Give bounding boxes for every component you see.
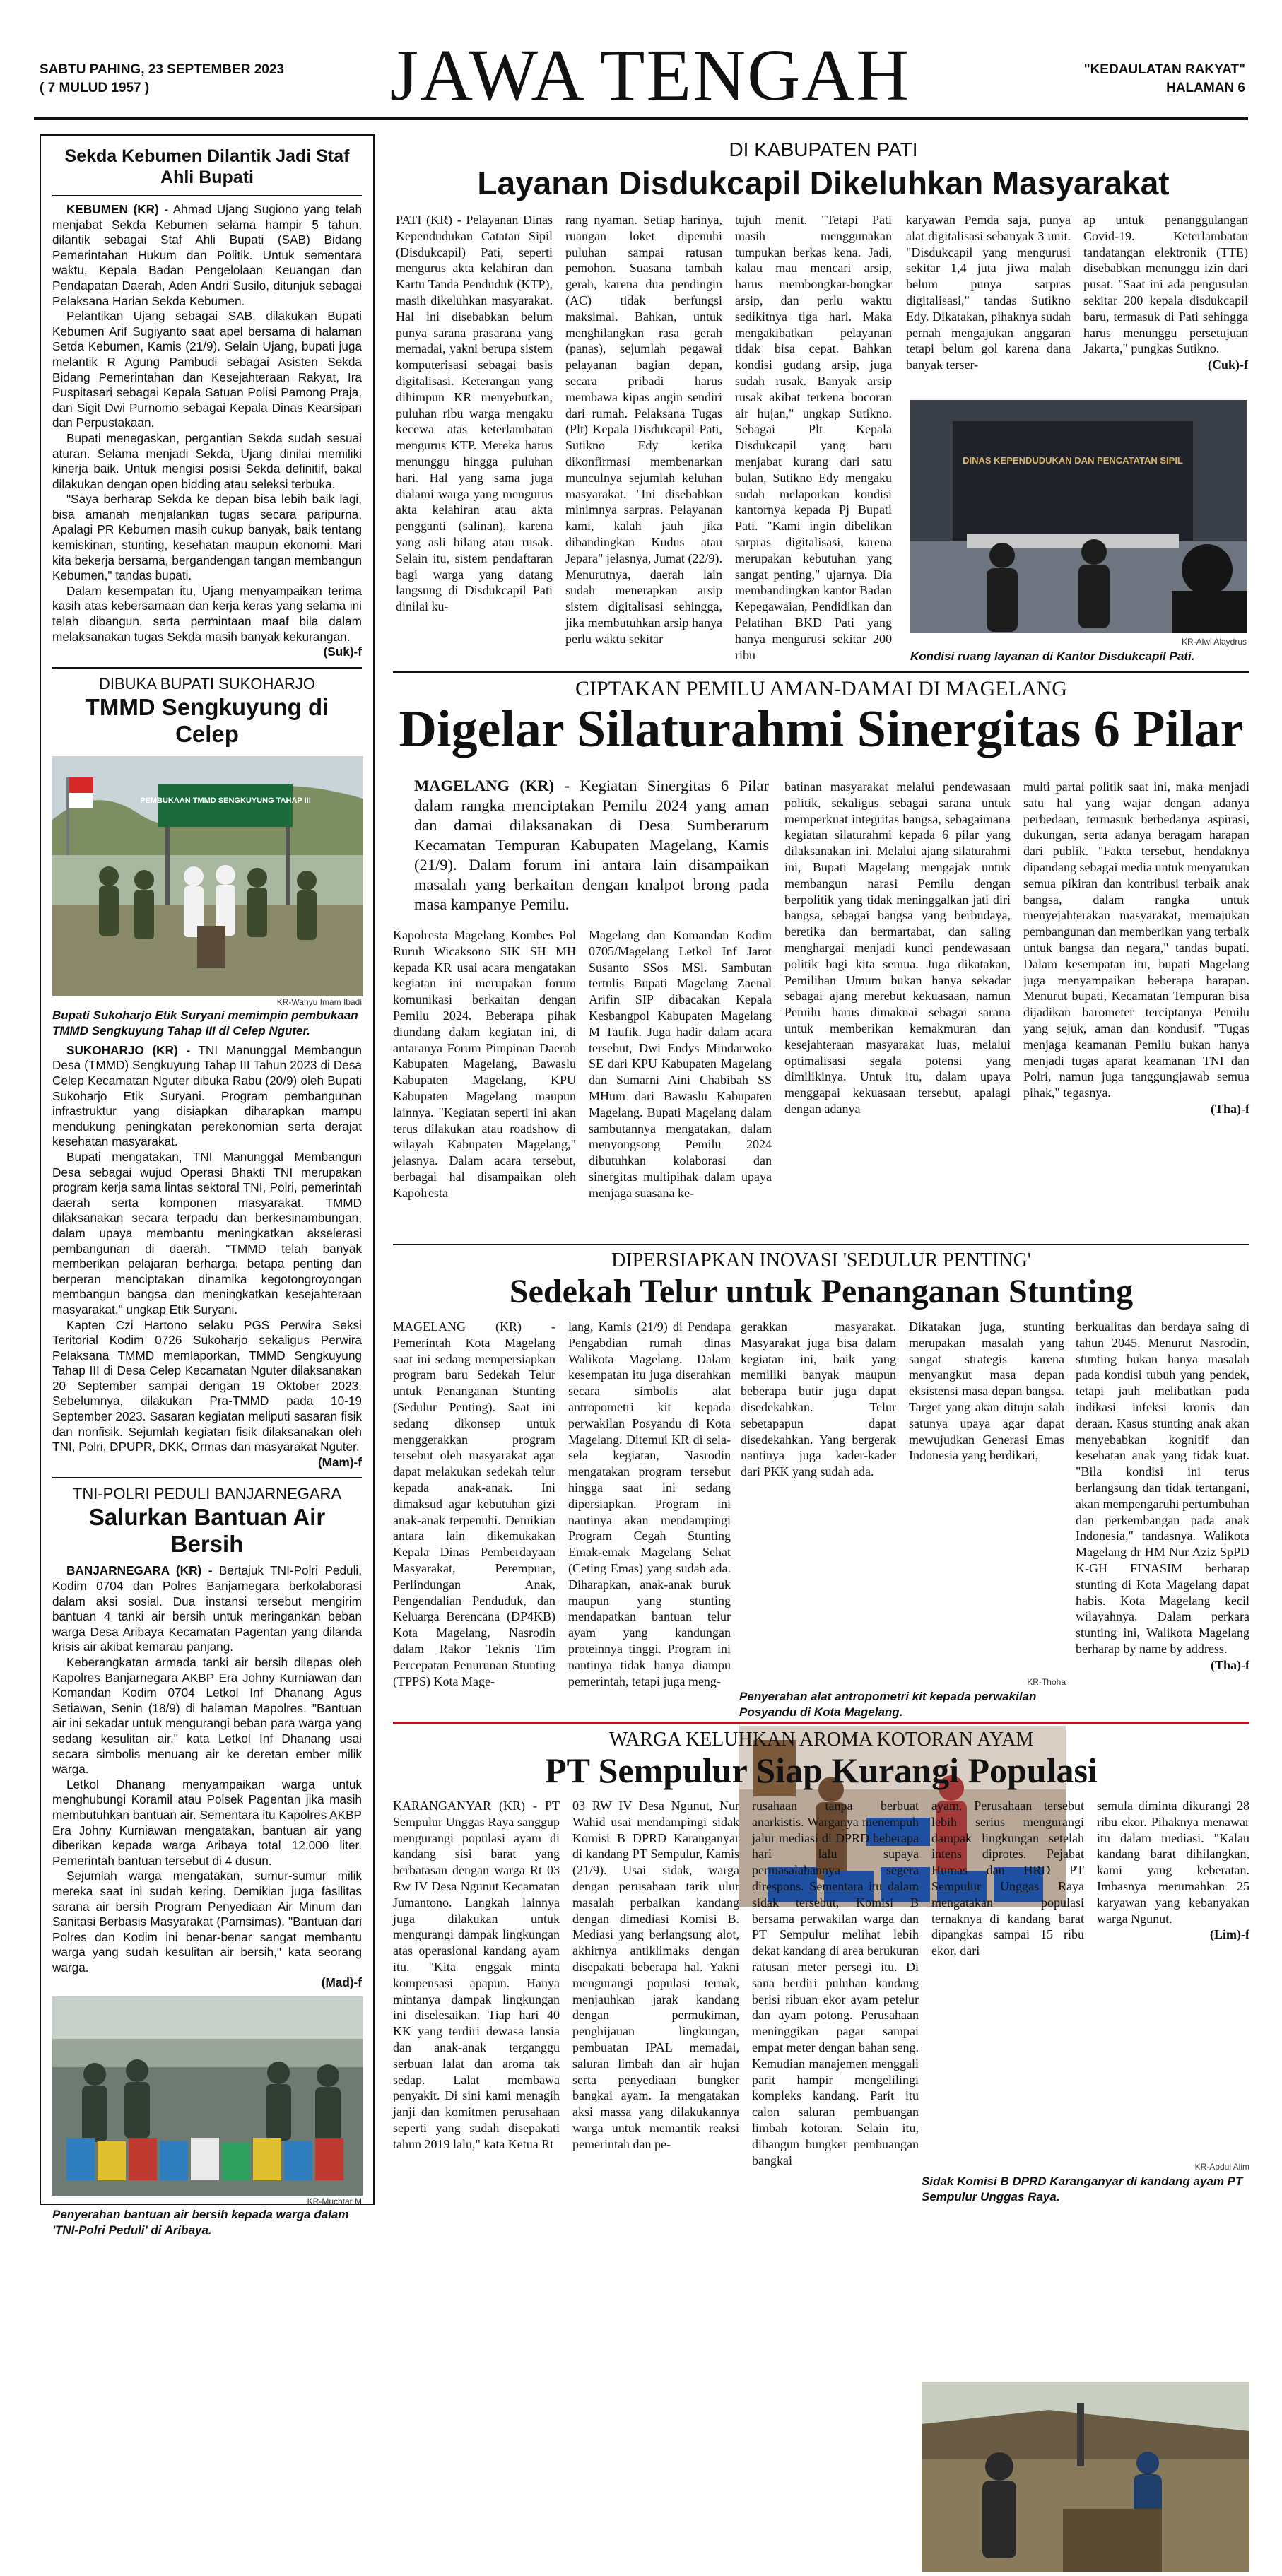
divider xyxy=(52,1477,362,1478)
text-column: MAGELANG (KR) - Pemerintah Kota Magelang saat ini sedang mempersiapkan program baru Sedekah Telur untuk Penanganan Stunting (Sedulur Penting). Saat ini sedang dikonsep untuk menggerakkan program tersebut oleh masyarakat agar dapat melakukan sedekah telur kepada anak-anak. Ini dimaksud agar kebutuhan gizi anak-anak terpenuhi. Demikian antara lain dikemukakan Kepala Dinas Pemberdayaan Masyarakat, Perempuan, Perlindungan Anak, Pengendalian Penduduk, dan Keluarga Berencana (DP4KB) Kota Magelang, Nasrodin dalam Rakor Teknis Tim Percepatan Penurunan Stunting (TPPS) Kota Mage- xyxy=(393,1319,555,1688)
text-column: lang, Kamis (21/9) di Pendapa Pengabdian rumah dinas Walikota Magelang. Dalam kesempatan itu juga diserahkan secara simbolis alat antropometri kit kepada perwakilan Posyandu di Kota Magelang. Ditemui KR di sela-sela kegiatan, Nasrodin mengatakan program tersebut hingga saat ini sedang dipersiapkan. Program ini nantinya akan mendampingi Program Cegah Stunting Emak-emak Magelang Sehat (Ceting Emas) yang sudah ada. Diharapkan, anak-anak buruk maupun yang stunting mendapatkan bantuan telur ayam yang kandungan proteinnya tinggi. Program ini nantinya tidak hanya diampu pemerintah, tetapi juga meng- xyxy=(568,1319,731,1688)
text-column: rang nyaman. Setiap harinya, ruangan loket dipenuhi puluhan sampai ratusan pemohon. Suasana tambah gerah, karena dua pendingin (AC) tidak berfungsi maksimal. Bahkan, untuk menghilangkan rasa gerah (panas), sejumlah pegawai pelayanan bagian depan, secara pribadi harus membawa kipas angin sendiri dari rumah. Pelaksana Tugas (Plt) Kepala Disdukcapil Pati, Sutikno Edy ketika dikonfirmasi membenarkan munculnya sejumlah keluhan masyarakat. "Ini disebabkan minimnya sarpras. Pelayanan kami, kalah jauh jika dibandingkan Kudus atau Jepara" jelasnya, Jumat (22/9). Menurutnya, daerah lain sudah menerapkan arsip sistem digitalisasi sehingga, jika membutuhkan arsip hanya perlu waktu sekitar xyxy=(565,213,722,646)
article-pati-columns xyxy=(396,212,892,664)
dateline: BANJARNEGARA (KR) - xyxy=(66,1563,213,1578)
text-column: batinan masyarakat melalui pendewasaan politik, sekaligus sebagai sarana untuk memperkuat integritas bangsa, sebagaimana kegiatan silaturahmi kepada 6 pilar yang dilaksanakan ini. Melalui ajang silaturahmi ini, Bupati Magelang mengajak untuk membangun narasi Pemilu dengan berpolitik yang tidak meninggalkan jati diri bangsa, sebagai bangsa yang berbudaya, beretika dan bermartabat, dan saling menghargai menjadi kunci pendewasaan politik bagi kita semua. Juga dikatakan, Pemilihan Umum bukan hanya sekadar sebagai ajang merebut kekuasaan, namun Pemilu harus dimaknai sebagai sarana untuk memberikan kemakmuran dan kesejahteraan masyarakat luas, melalui optimalisasi segala potensi yang dimilikinya. Untuk itu, dalam upaya menggapai kekuasaan tersebut, apalagi dengan adanya xyxy=(784,780,1011,1116)
article-sedekah-kicker: DIPERSIAPKAN INOVASI 'SEDULUR PENTING' xyxy=(611,1249,1031,1271)
paragraph: Dalam kesempatan itu, Ujang menyampaikan terima kasih atas kebersamaan dan kerja keras yang selama ini telah dibangun, serta permintaan maaf bila dalam melaksanakan tugas Sekda masih banyak kekurangan. xyxy=(52,583,362,644)
paragraph: Kapten Czi Hartono selaku PGS Perwira Seksi Teritorial Kodim 0726 Sukoharjo sekaligus Perwira Pelaksana TMMD memlaporkan, TMMD Sengkuyung Tahap III di Desa Celep Kecamatan Nguter dilaksanakan 20 September sampai dengan 19 Oktober 2023. Sebelumnya, dilakukan Pra-TMMD pada 10-19 September 2023. Sasaran kegiatan meliputi sasaran fisik dan nonfisik. Sejumlah kegiatan fisik dilaksanakan oleh TNI, Polri, DPUPR, DKK, Ormas dan masyarakat Nguter. xyxy=(52,1317,362,1454)
text-column: Dikatakan juga, stunting merupakan masalah yang sangat strategis karena menyangkut masa depan eksistensi masa depan bangsa. Target yang akan dituju salah satunya upaya agar dapat mewujudkan Generasi Emas Indonesia yang berdikari, xyxy=(909,1319,1064,1463)
paragraph: Ahmad Ujang Sugiono yang telah menjabat Sekda Kebumen selama hampir 5 tahun, dilantik sebagai Staf Ahli Bupati (SAB) Bidang Pemerintahan Hukum dan Politik. Untuk sementara waktu, Kepala Badan Pengelolaan Keuangan dan Pendapatan Daerah, Aden Andri Susilo, ditunjuk sebagai Pelaksana Harian Sekda Kebumen. xyxy=(52,202,363,308)
text-column: Magelang dan Komandan Kodim 0705/Magelang Letkol Inf Jarot Susanto SSos MSi. Sambutan tertulis Bupati Magelang Zaenal Arifin SIP dibacakan Kepala Kesbangpol Kabupaten Magelang M Taufik. Juga hadir dalam acara tersebut, Dwi Endys Mindarwoko SE dari KPU Kabupaten Magelang dan Sumarni Aini Chabibah SS MHum dari Bawaslu Kabupaten Magelang. Bupati Magelang dalam sambutannya mengatakan, dalam menyongsong Pemilu 2024 dibutuhkan kolaborasi dan sinergitas multipihak dalam upaya menjaga suasana ke- xyxy=(589,928,772,1200)
dateline: SUKOHARJO (KR) - xyxy=(66,1042,191,1057)
dateline: KEBUMEN (KR) - xyxy=(66,202,169,216)
kandang-photo xyxy=(922,2382,1249,2572)
paragraph: ap untuk penanggulangan Covid-19. Keterlambatan tandatangan elektronik (TTE) disebabkan menunggu izin dari pusat. "Saat ini ada pengusulan sekitar 200 kepala disdukcapil baru, termasuk di Pati sehingga harus menunggu persetujuan Jakarta," pungkas Sutikno. xyxy=(1083,213,1248,356)
hijri-date-text: ( 7 MULUD 1957 ) xyxy=(40,81,150,95)
left-column xyxy=(40,134,375,2237)
section-title: JAWA TENGAH xyxy=(389,35,911,116)
paragraph: "Saya berharap Sekda ke depan bisa lebih baik lagi, bisa amanah menjalankan tugas secara paripurna. Apalagi PR Kebumen masih cukup banyak, baik tentang kemiskinan, stunting, kesehatan maupun ekonomi. Mari kita bekerja bersama, bergandengan tangan membangun Kebumen," tandas bupati. xyxy=(52,492,362,583)
author-code: (Cuk)-f xyxy=(1208,358,1248,372)
article-magelang-columns xyxy=(393,927,772,1238)
text-column: gerakkan masyarakat. Masyarakat juga bisa dalam kegiatan ini, baik yang memiliki banyak maupun beberapa butir juga dapat disedekahkan. Telur sebetapapun dapat disedekahkan. Yang bergerak nantinya juga kader-kader dari PKK yang sudah ada. xyxy=(741,1319,896,1479)
paragraph: TNI Manunggal Membangun Desa (TMMD) Sengkuyung Tahap III Tahun 2023 di Desa Celep Kecamatan Nguter dibuka Rabu (20/9) oleh Bupati Sukoharjo Etik Suryani. Program pembangunan infrastruktur yang disiapkan diharapkan mampu mendukung peningkatan perekonomian serta derajat kesehatan masyarakat. xyxy=(52,1042,362,1149)
article-sedekah-columns xyxy=(393,1319,731,1715)
page-number: HALAMAN 6 xyxy=(1166,81,1245,95)
newspaper-name: "KEDAULATAN RAKYAT" xyxy=(1083,62,1245,77)
photo-credit: KR-Abdul Alim xyxy=(1194,2162,1249,2172)
article-tmmd-title: TMMD Sengkuyung di Celep xyxy=(85,693,329,747)
photo-caption: Penyerahan alat antropometri kit kepada perwakilan Posyandu di Kota Magelang. xyxy=(739,1690,1037,1719)
article-pati-kicker: DI KABUPATEN PATI xyxy=(729,139,918,160)
text-column xyxy=(1097,1798,1249,1968)
dateline: MAGELANG (KR) - xyxy=(414,777,570,794)
text-column: ayam. Perusahaan tersebut lebih serius mengurangi dampak lingkungan setelah intens diprotes. Pejabat Humas dan HRD PT Sempulur Unggas Raya mengatakan populasi ternaknya di kandang barat dipangkas sampai 15 ribu ekor, dari xyxy=(931,1799,1084,1958)
article-magelang-title: Digelar Silaturahmi Sinergitas 6 Pilar xyxy=(399,700,1244,758)
disdukcapil-photo xyxy=(910,400,1247,633)
text-column: rusahaan tanpa berbuat anarkistis. Warganya menempuh jalur mediasi di DPRD beberapa hari lalu supaya permasalahannya segera direspons. Sementara itu dalam sidak tersebut, Komisi B bersama perwakilan warga dan PT Sempulur melihat lebih dekat kandang di area berukuran ratusan meter persegi itu. Di sana berdiri puluhan kandang berisi ribuan ekor ayam petelur dan ayam potong. Perusahaan meninggikan pagar sampai empat meter dengan bahan seng. Kemudian manajemen menggali parit hampir mengelilingi kompleks kandang. Parit itu calon saluran pembuangan limbah kotoran. Selain itu, dibangun bungker pembuangan bangkai xyxy=(752,1799,919,2168)
photo-credit: KR-Wahyu Imam Ibadi xyxy=(276,996,362,1007)
article-magelang-lead xyxy=(414,776,769,927)
text-column: karyawan Pemda saja, punya alat digitalisasi sebanyak 3 unit. "Disdukcapil yang mengurusi sekitar 1,4 juta jiwa malah belum punya sarpras digitalisasi," tandas Sutikno Edy. Dikatakan, pihaknya sudah pernah mengajukan anggaran tetapi belum gol karena dana banyak terser- xyxy=(906,213,1071,372)
masthead-page-info xyxy=(1084,61,1245,98)
divider xyxy=(393,1244,1249,1245)
article-sedekah-column-right xyxy=(1076,1319,1249,1715)
author-code: (Mad)-f xyxy=(321,1975,362,1990)
text-column: KARANGANYAR (KR) - PT Sempulur Unggas Raya sanggup mengurangi populasi ayam di kandang sisi barat yang berbatasan dengan warga Rt 03 Rw IV Desa Ngunut Kecamatan Jumantono. Langkah lainnya juga dilakukan untuk mengurangi dampak lingkungan atas operasional kandang ayam itu. "Kita enggak minta kompensasi apapun. Hanya mintanya dampak lingkungan ini diselesaikan. Tiap hari 40 KK yang terdiri dewasa lansia dan anak-anak terganggu serbuan lalat dan aroma tak sedap. Lalat membawa penyakit. Di sini kami menagih janji dan komitmen perusahaan seperti yang sudah disepakati tahun 2019 lalu," kata Ketua Rt xyxy=(393,1799,560,2151)
masthead-date xyxy=(40,61,284,98)
lead-paragraph: Kegiatan Sinergitas 6 Pilar dalam rangka menciptakan Pemilu 2024 yang aman dan damai dilaksanakan di Desa Sumberarum Kecamatan Tempuran Kabupaten Magelang, Kamis (21/9). Dalam forum ini antara lain disampaikan masalah yang berkaitan dengan knalpot brong pada masa kampanye Pemilu. xyxy=(414,777,769,913)
paragraph: Sejumlah warga mengatakan, sumur-sumur milik mereka saat ini sudah kering. Demikian juga fasilitas sarana air bersih Program Penyediaan Air Minum dan Sanitasi Berbasis Masyarakat (Pamsimas). "Bantuan dari Polres dan Kodim ini benar-benar sangat membantu warga yang sudah kesulitan air bersih," kata seorang warga. xyxy=(52,1869,362,1975)
photo-caption: Kondisi ruang layanan di Kantor Disdukcapil Pati. xyxy=(910,649,1195,663)
paragraph: Letkol Dhanang menyampaikan warga untuk menghubungi Koramil atau Polsek Pagentan jika masih membutuhkan bantuan air. Sementara itu Kapolres AKBP Era Johny Kurniawan mengatakan, bantuan air yang diberikan kepada warga Aribaya total 12.000 liter. Pemerintah bantuan tersebut di 4 dusun. xyxy=(52,1777,362,1868)
photo-caption: Sidak Komisi B DPRD Karanganyar di kandang ayam PT Sempulur Unggas Raya. xyxy=(922,2175,1243,2204)
office-sign-text: DINAS KEPENDUDUKAN DAN PENCATATAN SIPIL xyxy=(963,455,1183,466)
article-magelang-columns-right xyxy=(784,779,1249,1231)
divider xyxy=(393,671,1249,673)
article-sedekah-title: Sedekah Telur untuk Penanganan Stunting xyxy=(509,1273,1134,1310)
banner-text: PEMBUKAAN TMMD SENGKUYUNG TAHAP III xyxy=(140,796,311,805)
article-kebumen-body xyxy=(52,202,362,660)
text-column: PATI (KR) - Pelayanan Dinas Kependudukan Catatan Sipil (Disdukcapil) Pati, seperti mengurus akta kelahiran dan Kartu Tanda Penduduk (KTP), masih dikeluhkan masyarakat. Hal ini disebabkan belum punya sarana prasarana yang memadai, yakni berupa sistem komputerisasi sebagai basis digitalisasi. Keterangan yang dihimpun KR menyebutkan, puluhan ribu warga mengaku kecewa atas keterlambatan mengurus KTP. Mereka harus menunggu hingga puluhan hari. Hal yang sama juga dialami warga yang mengurus akta kelahiran atau akta pengganti (salinan), karena yang asli hilang atau rusak. Selain itu, sistem pendaftaran bagi warga yang datang langsung di Disdukcapil Pati dinilai ku- xyxy=(396,213,553,614)
paragraph: Bupati menegaskan, pergantian Sekda sudah sesuai aturan. Selama menjadi Sekda, Ujang dinilai memiliki kinerja baik. Untuk mengisi posisi Sekda definitif, bakal dilakukan dengan open bidding atau seleksi terbuka. xyxy=(52,430,362,491)
photo-credit: KR-Alwi Alaydrus xyxy=(1181,637,1247,647)
article-sedekah-columns-mid xyxy=(741,1319,1064,1488)
tmmd-photo xyxy=(52,756,362,996)
text-column: Kapolresta Magelang Kombes Pol Ruruh Wicaksono SIK SH MH kepada KR usai acara mengatakan kegiatan ini merupakan forum komunikasi berkaitan dengan Pemilu 2024. Beberapa pihak diundang dalam kegiatan ini, di antaranya Forum Pimpinan Daerah Kabupaten Magelang, Bawaslu Kabupaten Magelang, KPU Kabupaten Magelang maupun lainnya. "Kegiatan seperti ini akan terus dilakukan atau roadshow di wilayah Kabupaten Magelang," jelasnya. Dalam acara tersebut, berbagai hal disampaikan oleh Kapolresta xyxy=(393,928,576,1200)
text-column: 03 RW IV Desa Ngunut, Nur Wahid usai mendampingi sidak Komisi B DPRD Karanganyar di kandang PT Sempulur, Kamis (21/9). Usai sidak, warga dengan perusahaan tarik ulur masalah perbaikan kandang dengan dimediasi Komisi B. Mediasi yang berlangsung alot, akhirnya antiklimaks dengan disepakati beberapa hal. Yakni mengurangi populasi ternak, menjauhkan jarak kandang dengan permukiman, penghijauan lingkungan, pembuatan IPAL memadai, saluran limbah dan air hujan serta penyediaan bungker bangkai ayam. Ia mengatakan aksi massa yang dilakukannya warga untuk memantik reaksi pemerintah dan pe- xyxy=(572,1799,739,2151)
paragraph: berkualitas dan berdaya saing di tahun 2045. Menurut Nasrodin, stunting bukan hanya masalah pada kondisi tubuh yang pendek, tetapi jauh melibatkan pada indikasi infeksi kronis dan deraan. Kasus stunting anak akan menyebabkan kognitif dan kesehatan anak yang tidak kuat. "Bila kondisi ini terus berlangsung dan tidak tertangani, akan mempengaruhi pertumbuhan dan perkembangan pada anak Indonesia," tandasnya. Walikota Magelang dr HM Nur Aziz SpPD K-GH FINASIM berharap stunting di Kota Magelang dapat habis. Kota Magelang kecil wilayahnya. Dalam perkara stunting ini, Walikota Magelang berharap by name by address. xyxy=(1076,1319,1249,1656)
paragraph: semula diminta dikurangi 28 ribu ekor. Pihaknya menawar itu dalam mediasi. "Kalau kandang barat dihilangkan, kami yang keberatan. Imbasnya merumahkan 25 karyawan yang kebanyakan warga Ngunut. xyxy=(1097,1799,1249,1926)
article-air-title: Salurkan Bantuan Air Bersih xyxy=(88,1504,326,1558)
article-air-body xyxy=(52,1563,362,1991)
paragraph: Bertajuk TNI-Polri Peduli, Kodim 0704 dan Polres Banjarnegara berkolaborasi dalam aksi sosial. Dua instansi tersebut mengirim bantuan 4 tanki air bersih untuk meringankan beban warga Desa Aribaya Kecamatan Pagentan yang dilanda krisis air akibat kemarau panjang. xyxy=(52,1563,362,1654)
text-column xyxy=(1083,212,1248,396)
article-pati-title: Layanan Disdukcapil Dikeluhkan Masyarakat xyxy=(477,165,1170,201)
author-code: (Lim)-f xyxy=(1210,1927,1249,1942)
article-ayam-kicker: WARGA KELUHKAN AROMA KOTORAN AYAM xyxy=(608,1729,1034,1751)
paragraph: Bupati mengatakan, TNI Manunggal Membangun Desa sebagai wujud Operasi Bhakti TNI merupakan program kerja sama lintas sektoral TNI, Polri, pemerintah daerah serta komponen masyarakat. TMMD dilaksanakan secara terpadu dan berkesinambungan, dalam upaya membantu meningkatkan akselerasi pembangunan di daerah. "TMMD telah banyak memberikan pelajaran berharga, betapa penting dan berperan menciptakan dinamika kegotongroyongan membangun bangsa dan meningkatkan kesejahteraan masyarakat," ungkap Etik Suryani. xyxy=(52,1149,362,1317)
article-magelang-kicker: CIPTAKAN PEMILU AMAN-DAMAI DI MAGELANG xyxy=(575,677,1067,700)
author-code: (Suk)-f xyxy=(323,645,362,659)
article-tmmd-body xyxy=(52,1043,362,1471)
divider xyxy=(52,667,362,669)
text-column xyxy=(1076,1319,1249,1715)
paragraph: multi partai politik saat ini, maka menjadi satu hal yang wajar dengan adanya perbedaan, termasuk berbedanya aspirasi, dukungan, serta adanya beragam harapan dari publik. "Fakta tersebut, hendaknya dipandang sebagai media untuk menyatukan semua pikiran dan kontribusi terbaik anak bangsa, dalam rangka untuk menyejahterakan masyarakat, memajukan pembangunan dan memberikan yang terbaik untuk bangsa dan negara," tandas bupati. Dalam kesempatan itu, bupati Magelang juga menyampaikan beberapa harapan. Menurut bupati, Kecamatan Tempuran bisa dijadikan barometer terciptanya Pemilu yang sejuk, aman dan kondusif. "Tugas menjaga keamanan Pemilu bukan hanya menjadi tugas aparat keamanan TNI dan Polri, namun juga tanggungjawab semua pihak," tegasnya. xyxy=(1023,780,1249,1100)
article-ayam-columns xyxy=(393,1798,919,2208)
date-text: SABTU PAHING, 23 SEPTEMBER 2023 xyxy=(40,62,284,77)
photo-caption: Bupati Sukoharjo Etik Suryani memimpin pembukaan TMMD Sengkuyung Tahap III di Celep Nguter. xyxy=(52,1008,358,1037)
text-column xyxy=(1023,779,1249,1231)
text-column: tujuh menit. "Tetapi Pati masih menggunakan tumpukan berkas kena. Jadi, kalau mau mencari arsip, harus membongkar-bongkar arsip, dan perlu waktu sedikitnya tiga hari. Maka mengakibatkan pelayanan tidak bisa cepat. Bahkan kondisi gudang arsip, juga sudah rusak. Banyak arsip rusak akibat terkena bocoran air hujan," ungkap Sutikno. Sebagai Plt Kepala Disdukcapil yang baru menjabat kurang dari satu bulan, Sutikno Edy mengaku sudah melaporkan kondisi kantornya kepada Pj Bupati Pati. "Kami ingin dibelikan sarpras digitalisasi, karena merupakan kebutuhan yang sangat penting," ujarnya. Dia membandingkan kantor Badan Kepegawaian, Pendidikan dan Pelatihan BKD Pati yang hanya mengurusi sekitar 200 ribu xyxy=(735,213,892,662)
article-pati-columns-right xyxy=(906,212,1248,396)
author-code: (Tha)-f xyxy=(1211,1101,1249,1116)
divider xyxy=(52,195,362,196)
red-divider xyxy=(393,1722,1249,1724)
article-air-kicker: TNI-POLRI PEDULI BANJARNEGARA xyxy=(72,1485,342,1503)
article-ayam-columns-right xyxy=(931,1798,1249,1968)
article-tmmd-kicker: DIBUKA BUPATI SUKOHARJO xyxy=(98,674,316,693)
photo-credit: KR-Muchtar M xyxy=(307,2196,362,2207)
paragraph: Pelantikan Ujang sebagai SAB, dilakukan Bupati Kebumen Arif Sugiyanto saat apel bersama di halaman Setda Kebumen, Kamis (21/9). Selain Ujang, bupati juga melantik R Agung Pambudi sebagai Asisten Sekda Bidang Pemerintahan dan Kesejahteraan Rakyat, Ira Puspitasari sebagai Kepala Satuan Polisi Pamong Praja, dan Sigit Dwi Purnomo sebagai Kepala Dinas Kearsipan dan Perpustakaan. xyxy=(52,309,362,430)
paragraph: Keberangkatan armada tanki air bersih dilepas oleh Kapolres Banjarnegara AKBP Era Johny Kurniawan dan Komandan Kodim 0704 Letkol Inf Dhanang Agus Setiawan, Senin (18/9) di halaman Mapolres. "Bantuan air ini sekadar untuk mengurangi beban para warga yang sedang kesulitan air," kata Letkol Inf Dhanang usai secara simbolis menuang air ke deretan ember milik warga. xyxy=(52,1655,362,1777)
photo-caption: Penyerahan bantuan air bersih kepada warga dalam 'TNI-Polri Peduli' di Aribaya. xyxy=(52,2208,349,2237)
author-code: (Mam)-f xyxy=(317,1454,362,1469)
article-kebumen-title: Sekda Kebumen Dilantik Jadi Staf Ahli Bupati xyxy=(64,146,350,187)
masthead-rule xyxy=(34,117,1248,120)
article-ayam-title: PT Sempulur Siap Kurangi Populasi xyxy=(545,1751,1098,1790)
air-photo xyxy=(52,1996,362,2196)
photo-credit: KR-Thoha xyxy=(1027,1677,1066,1687)
author-code: (Tha)-f xyxy=(1211,1657,1249,1672)
